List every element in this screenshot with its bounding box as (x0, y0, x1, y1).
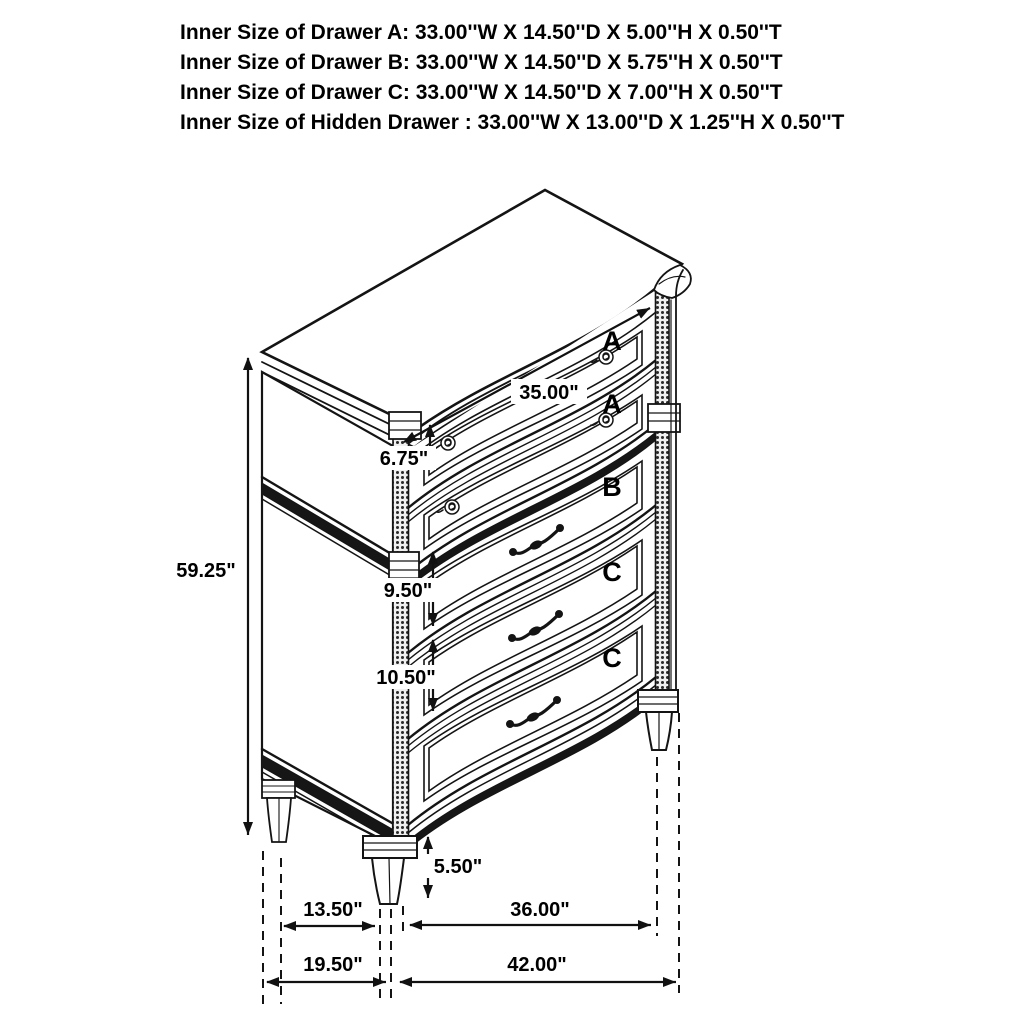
dimension-drawer-c-lower-height (369, 665, 443, 689)
dimension-side-inner-depth (296, 897, 370, 921)
drawer-letter-a2: A (602, 389, 622, 419)
svg-text:35.00": 35.00" (519, 382, 579, 404)
leg-front-right (638, 690, 678, 750)
svg-text:9.50": 9.50" (383, 580, 433, 602)
dimension-front-inner-width (503, 897, 577, 921)
leg-back-left (262, 780, 295, 842)
dimension-total-width (500, 952, 574, 976)
svg-text:36.00": 36.00" (510, 899, 570, 921)
svg-text:5.50": 5.50" (433, 856, 483, 878)
dimension-leg-height (426, 854, 490, 878)
svg-text:19.50": 19.50" (303, 954, 363, 976)
svg-text:6.75": 6.75" (379, 448, 429, 470)
spec-line-hidden-drawer: Inner Size of Hidden Drawer : 33.00''W X 13.00''D X 1.25''H X 0.50''T (180, 111, 845, 134)
dimension-drawer-a-height (372, 446, 436, 470)
svg-text:42.00": 42.00" (507, 954, 567, 976)
dimension-drawer-c-upper-height (376, 578, 440, 602)
drawer-letter-a1: A (602, 326, 622, 356)
drawer-letter-b: B (602, 472, 622, 502)
svg-text:59.25": 59.25" (176, 560, 236, 582)
dimension-total-depth (296, 952, 370, 976)
leg-front-left (363, 836, 417, 904)
spec-line-drawer-a: Inner Size of Drawer A: 33.00''W X 14.50''D X 5.00''H X 0.50''T (180, 21, 782, 44)
dimension-total-height (168, 557, 244, 582)
svg-text:10.50": 10.50" (376, 667, 436, 689)
spec-line-drawer-b: Inner Size of Drawer B: 33.00''W X 14.50''D X 5.75''H X 0.50''T (180, 51, 783, 74)
dimension-top-drawer-width (511, 379, 587, 404)
drawer-letter-c1: C (602, 557, 622, 587)
chest-side-panel (262, 372, 399, 850)
svg-text:13.50": 13.50" (303, 899, 363, 921)
chest-drawing (262, 190, 691, 904)
drawer-letter-c2: C (602, 643, 622, 673)
spec-line-drawer-c: Inner Size of Drawer C: 33.00''W X 14.50''D X 7.00''H X 0.50''T (180, 81, 783, 104)
